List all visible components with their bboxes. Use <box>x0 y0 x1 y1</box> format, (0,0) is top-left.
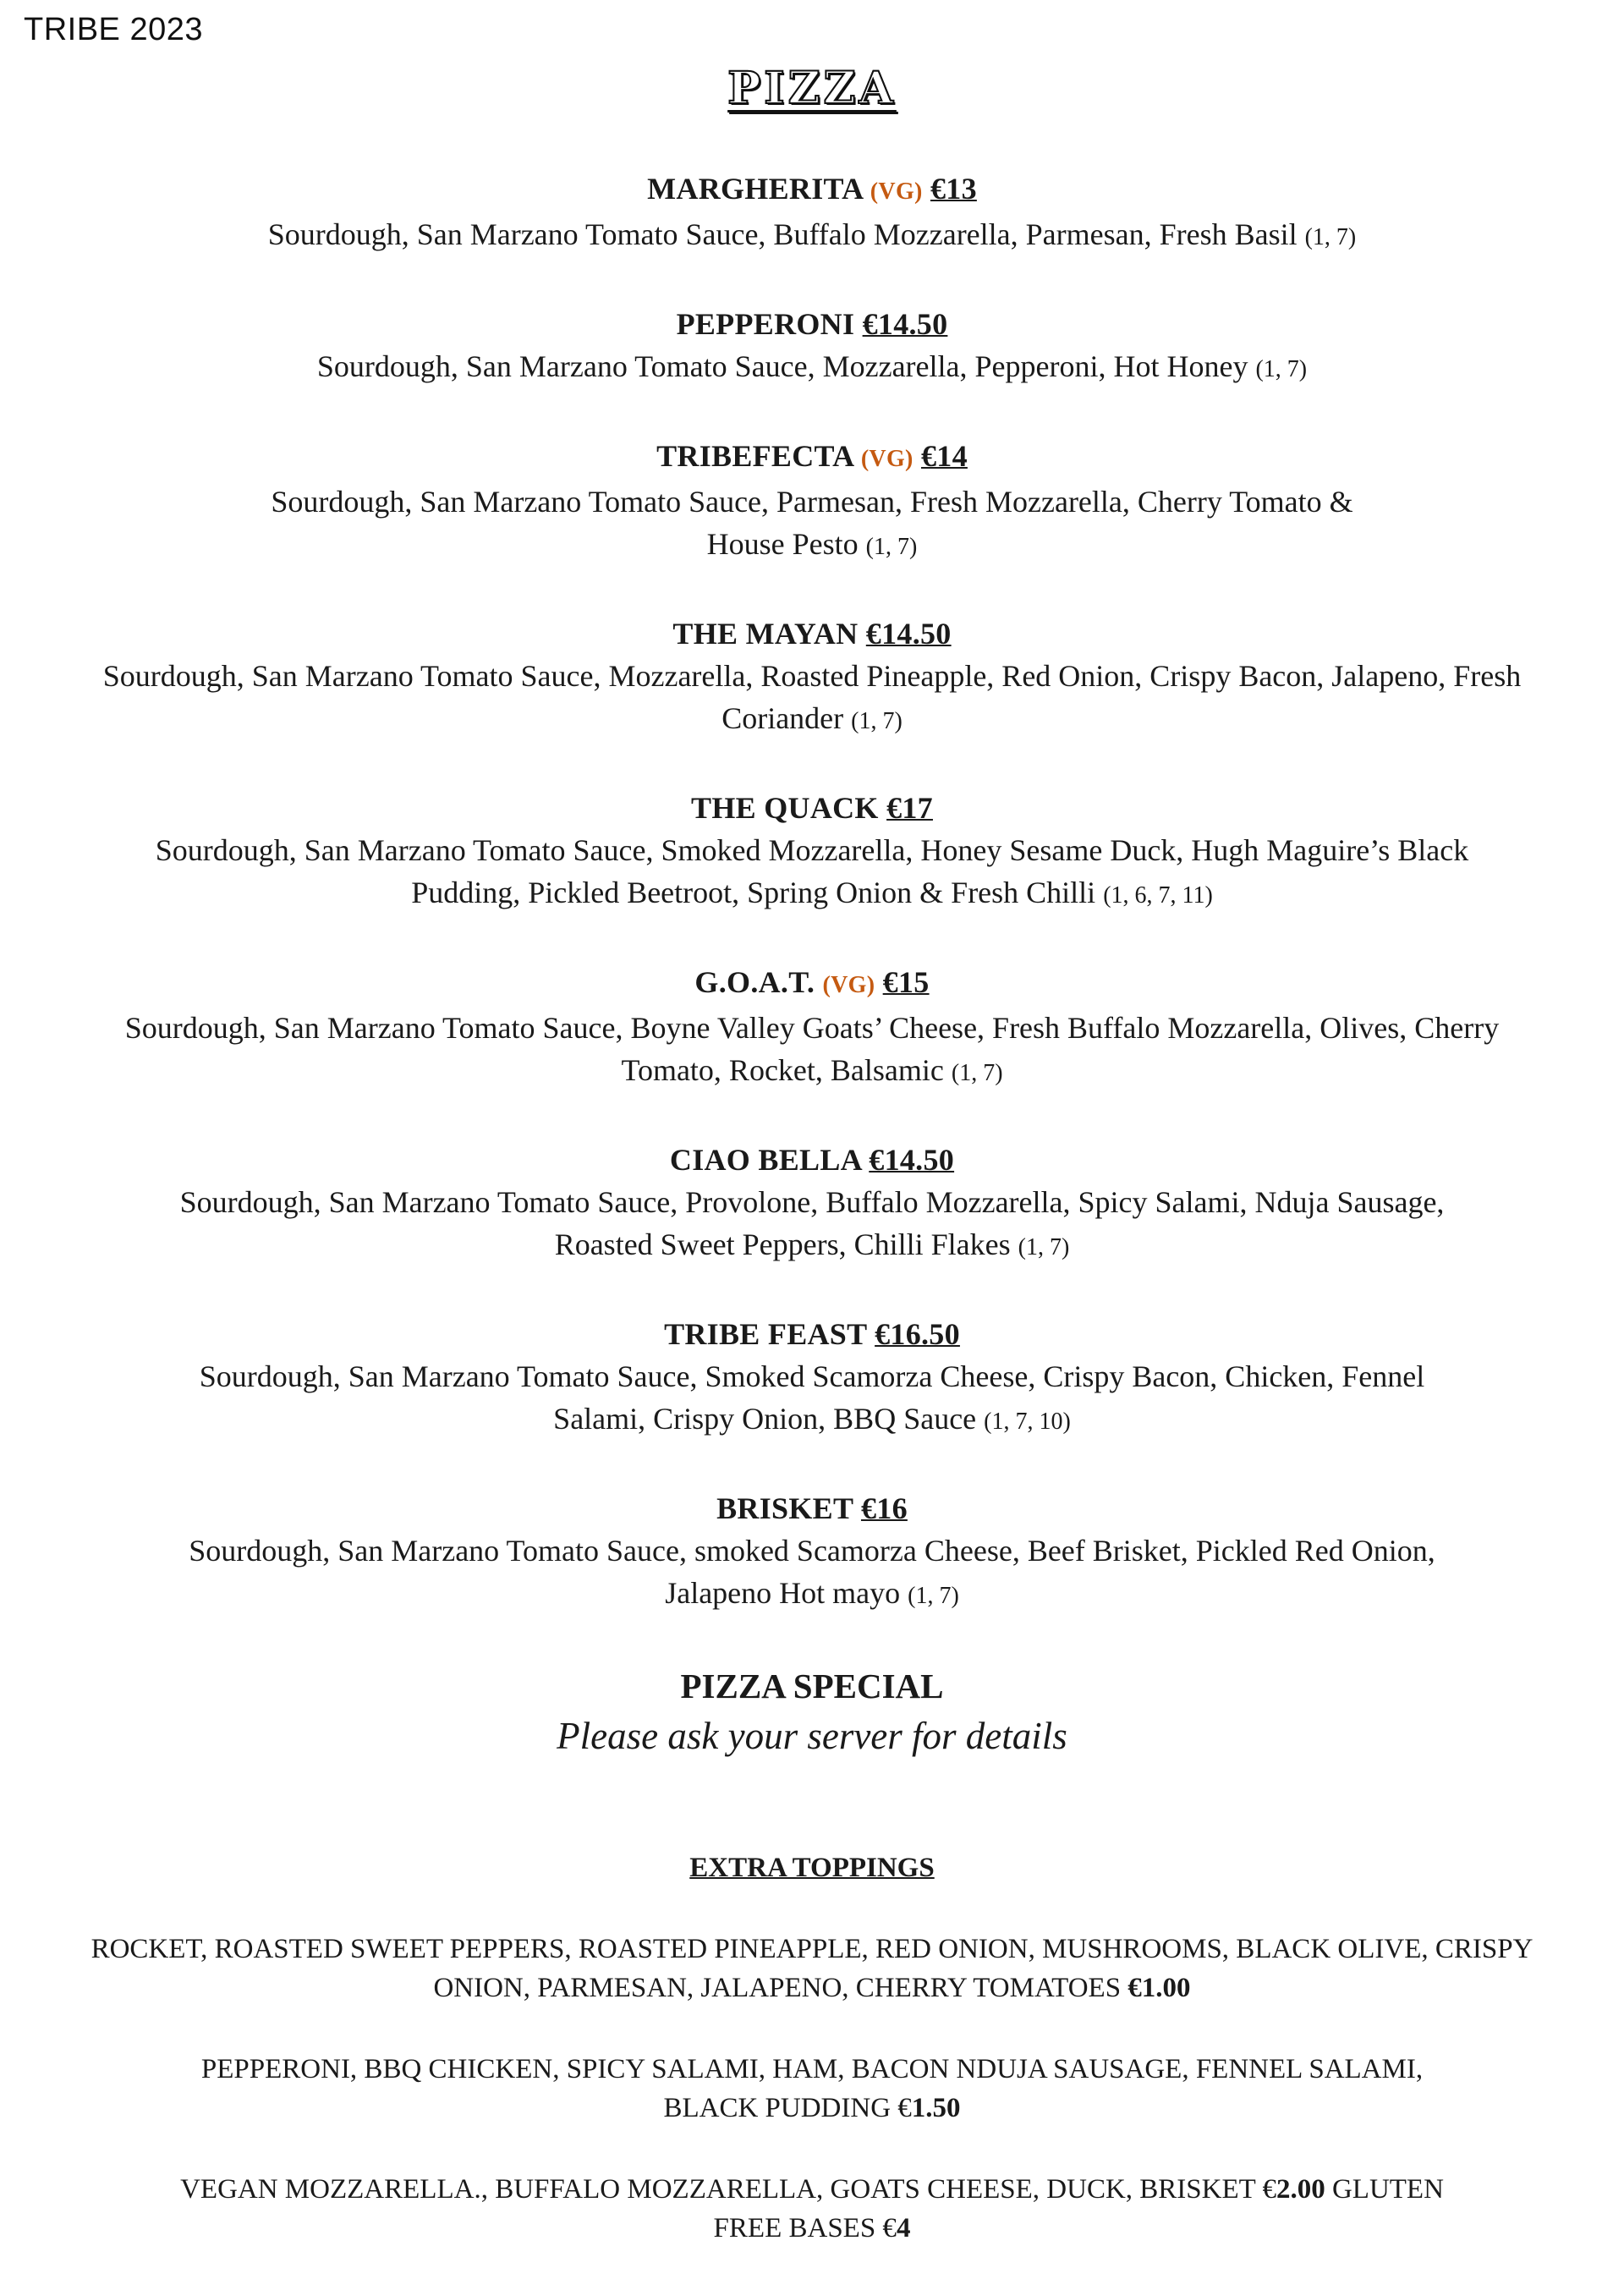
pizza-special-section <box>0 1661 1624 1761</box>
page-title: PIZZA <box>727 63 897 114</box>
item-allergens: (1, 6, 7, 11) <box>1103 882 1213 909</box>
item-description <box>17 829 1607 917</box>
item-price: €14.50 <box>869 1143 955 1177</box>
extra-toppings-line-part: , BUFFALO MOZZARELLA, GOATS CHEESE, DUCK, BRISKET € <box>480 2174 1276 2205</box>
item-price: €13 <box>930 172 977 206</box>
extra-toppings-line-cont: ONION, PARMESAN, JALAPENO, CHERRY TOMATOES <box>433 1973 1122 2003</box>
item-allergens: (1, 7, 10) <box>984 1409 1071 1435</box>
extra-toppings-line2 <box>0 2089 1624 2128</box>
item-ingredients: Sourdough, San Marzano Tomato Sauce, smoked Scamorza Cheese, Beef Brisket, Pickled Red Onion, <box>189 1534 1435 1568</box>
item-ingredients: Sourdough, San Marzano Tomato Sauce, Mozzarella, Roasted Pineapple, Red Onion, Crispy Bacon, Jalapeno, Fresh <box>102 659 1522 693</box>
item-ingredients-cont: Tomato, Rocket, Balsamic <box>621 1053 944 1087</box>
item-ingredients-line2 <box>17 697 1607 743</box>
menu-item-tribefecta <box>17 435 1607 568</box>
special-subtitle: Please ask your server for details <box>557 1715 1067 1757</box>
document-header-tag: TRIBE 2023 <box>24 12 203 47</box>
item-ingredients-cont: Pudding, Pickled Beetroot, Spring Onion & Fresh Chilli <box>411 876 1096 909</box>
item-ingredients: Sourdough, San Marzano Tomato Sauce, Buffalo Mozzarella, Parmesan, Fresh Basil <box>267 217 1298 251</box>
item-ingredients-line2 <box>17 871 1607 917</box>
extra-toppings-group-2 <box>0 2050 1624 2128</box>
item-description <box>17 481 1607 568</box>
extra-toppings-line2 <box>0 1969 1624 2007</box>
item-price: €14 <box>920 439 968 473</box>
item-allergens: (1, 7) <box>908 1583 959 1609</box>
menu-item-goat <box>17 961 1607 1095</box>
special-title: PIZZA SPECIAL <box>680 1667 944 1705</box>
menu-item-heading <box>17 1313 1607 1355</box>
extra-toppings-line-cont: BLACK PUDDING € <box>663 2093 912 2123</box>
item-ingredients-cont: Jalapeno Hot mayo <box>665 1576 901 1610</box>
item-price: €14.50 <box>865 617 952 651</box>
item-price: €16.50 <box>875 1317 960 1351</box>
item-ingredients: Sourdough, San Marzano Tomato Sauce, Mozzarella, Pepperoni, Hot Honey <box>316 349 1248 383</box>
item-ingredients: Sourdough, San Marzano Tomato Sauce, Smoked Mozzarella, Honey Sesame Duck, Hugh Maguire’s Black <box>155 833 1469 867</box>
item-name: THE MAYAN <box>672 617 859 651</box>
menu-item-ciao-bella <box>17 1139 1607 1269</box>
item-ingredients: Sourdough, San Marzano Tomato Sauce, Smoked Scamorza Cheese, Crispy Bacon, Chicken, Fennel <box>199 1359 1425 1393</box>
menu-item-heading <box>17 1139 1607 1181</box>
item-name: TRIBEFECTA <box>656 439 853 473</box>
menu-item-heading <box>17 303 1607 345</box>
pizza-menu-list <box>0 167 1624 2290</box>
item-ingredients-cont: Roasted Sweet Peppers, Chilli Flakes <box>554 1227 1011 1261</box>
menu-item-heading <box>17 787 1607 829</box>
item-ingredients-line2 <box>17 523 1607 568</box>
item-description <box>17 1355 1607 1443</box>
item-ingredients: Sourdough, San Marzano Tomato Sauce, Boyne Valley Goats’ Cheese, Fresh Buffalo Mozzarella, Olives, Cherry <box>124 1011 1500 1045</box>
item-description <box>17 345 1607 391</box>
vegetarian-badge: (VG) <box>870 178 923 205</box>
item-ingredients-line2 <box>17 1398 1607 1443</box>
item-description <box>17 1529 1607 1617</box>
item-name: MARGHERITA <box>647 172 863 206</box>
item-price: €15 <box>882 965 930 999</box>
extra-toppings-vegan-mozzarella: VEGAN MOZZARELLA. <box>180 2174 481 2205</box>
extra-toppings-line-part: GLUTEN <box>1325 2174 1444 2205</box>
extra-toppings-heading: EXTRA TOPPINGS <box>689 1853 935 1883</box>
menu-item-margherita <box>17 167 1607 259</box>
menu-item-heading <box>17 961 1607 1007</box>
item-ingredients-cont: Coriander <box>721 701 844 735</box>
menu-item-heading <box>17 612 1607 655</box>
item-description <box>17 213 1607 259</box>
item-name: CIAO BELLA <box>669 1143 861 1177</box>
item-name: TRIBE FEAST <box>664 1317 867 1351</box>
menu-item-tribe-feast <box>17 1313 1607 1443</box>
menu-item-heading <box>17 1487 1607 1529</box>
extra-toppings-line2 <box>0 2209 1624 2248</box>
item-price: €14.50 <box>862 307 948 341</box>
item-name: BRISKET <box>716 1491 853 1525</box>
item-ingredients-cont: House Pesto <box>706 527 859 561</box>
item-name: THE QUACK <box>691 791 879 825</box>
extra-toppings-price: €1.00 <box>1127 1973 1191 2003</box>
item-allergens: (1, 7) <box>865 534 918 560</box>
item-ingredients-line2 <box>17 1223 1607 1269</box>
item-ingredients-line2 <box>17 1572 1607 1617</box>
item-name: PEPPERONI <box>676 307 855 341</box>
item-ingredients: Sourdough, San Marzano Tomato Sauce, Parmesan, Fresh Mozzarella, Cherry Tomato & <box>271 485 1353 519</box>
item-price: €17 <box>886 791 933 825</box>
extra-toppings-group-1 <box>0 1930 1624 2007</box>
extra-toppings-price: 2.00 <box>1276 2174 1325 2205</box>
item-ingredients: Sourdough, San Marzano Tomato Sauce, Provolone, Buffalo Mozzarella, Spicy Salami, Nduja Sausage, <box>179 1185 1445 1219</box>
item-allergens: (1, 7) <box>851 708 903 734</box>
item-allergens: (1, 7) <box>1255 356 1308 382</box>
item-description <box>17 655 1607 743</box>
extra-toppings-group-3 <box>0 2170 1624 2248</box>
extra-toppings-price: 4 <box>896 2213 911 2243</box>
extra-toppings-line: ROCKET, ROASTED SWEET PEPPERS, ROASTED PINEAPPLE, RED ONION, MUSHROOMS, BLACK OLIVE, CRISPY <box>91 1934 1533 1964</box>
menu-item-the-mayan <box>17 612 1607 743</box>
extra-toppings-line: PEPPERONI, BBQ CHICKEN, SPICY SALAMI, HAM, BACON NDUJA SAUSAGE, FENNEL SALAMI, <box>200 2054 1424 2084</box>
menu-item-heading <box>17 167 1607 213</box>
item-price: €16 <box>860 1491 908 1525</box>
item-description <box>17 1181 1607 1269</box>
item-ingredients-line2 <box>17 1049 1607 1095</box>
extra-toppings-line-cont: FREE BASES € <box>713 2213 897 2243</box>
menu-item-heading <box>17 435 1607 481</box>
vegetarian-badge: (VG) <box>822 972 875 998</box>
extra-toppings-price: 1.50 <box>911 2093 961 2123</box>
item-description <box>17 1007 1607 1095</box>
item-allergens: (1, 7) <box>951 1060 1003 1086</box>
item-ingredients-cont: Salami, Crispy Onion, BBQ Sauce <box>553 1402 977 1436</box>
item-allergens: (1, 7) <box>1018 1234 1070 1260</box>
menu-item-the-quack <box>17 787 1607 917</box>
vegetarian-badge: (VG) <box>860 446 914 472</box>
item-name: G.O.A.T. <box>694 965 815 999</box>
menu-item-brisket <box>17 1487 1607 1617</box>
menu-item-pepperoni <box>17 303 1607 391</box>
item-allergens: (1, 7) <box>1304 224 1357 250</box>
extra-toppings-line <box>0 2170 1624 2209</box>
